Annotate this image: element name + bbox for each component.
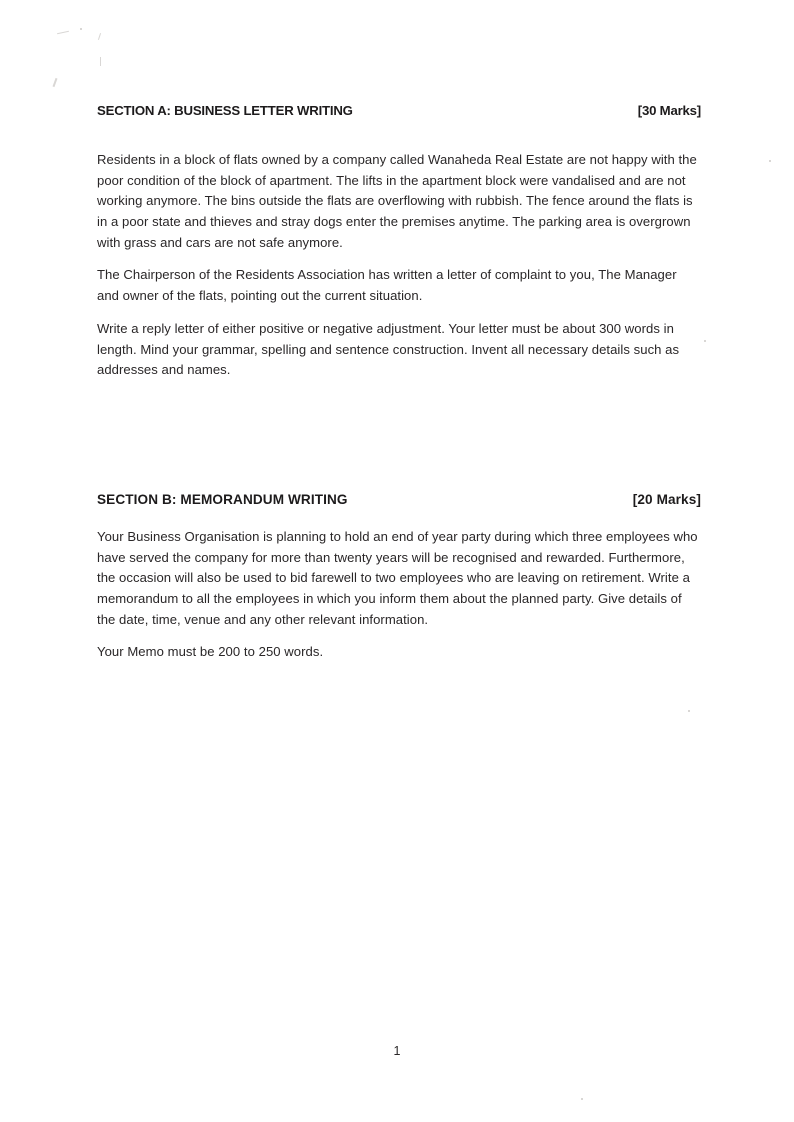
section-b-paragraph-1: Your Business Organisation is planning to hold an end of year party during which three employees who have served the company for more than twenty years will be recognised and rewarded. Furthermore, the occasion will also be used to bid farewell to two employees who are leaving on retirement. Write a memorandum to all the employees in which you inform them about the planned party. Give details of the date, time, venue and any other relevant information. bbox=[97, 529, 698, 627]
scan-artifact bbox=[581, 1098, 583, 1100]
section-b-header bbox=[97, 492, 701, 507]
section-a-marks: [30 Marks] bbox=[637, 103, 701, 118]
section-b-marks: [20 Marks] bbox=[632, 492, 701, 507]
section-a-paragraph-2: The Chairperson of the Residents Association has written a letter of complaint to you, The Manager and owner of the flats, pointing out the current situation. bbox=[97, 267, 677, 304]
scan-artifact bbox=[57, 31, 69, 34]
section-b-body bbox=[97, 527, 701, 663]
section-memorandum-writing bbox=[97, 492, 701, 663]
section-a-paragraph-1: Residents in a block of flats owned by a company called Wanaheda Real Estate are not happy with the poor condition of the block of apartment. The lifts in the apartment block were vandalised and are not working anymore. The bins outside the flats are overflowing with rubbish. The fence around the flats is in a poor state and thieves and stray dogs enter the premises anytime. The parking area is overgrown with grass and cars are not safe anymore. bbox=[97, 152, 697, 250]
section-a-header bbox=[97, 103, 701, 118]
scan-artifact bbox=[100, 57, 101, 66]
section-business-letter-writing bbox=[97, 103, 701, 381]
section-b-paragraph-2: Your Memo must be 200 to 250 words. bbox=[97, 644, 324, 660]
scan-artifact bbox=[98, 33, 101, 40]
page-number: 1 bbox=[393, 1044, 401, 1058]
scan-artifact bbox=[704, 340, 706, 342]
section-a-paragraph-3: Write a reply letter of either positive or negative adjustment. Your letter must be about 300 words in length. Mind your grammar, spelling and sentence construction. Invent all necessary details such as addresses and names. bbox=[97, 320, 680, 378]
scan-artifact bbox=[80, 28, 82, 30]
scan-artifact bbox=[769, 160, 771, 162]
section-a-body bbox=[97, 150, 701, 381]
section-a-title: SECTION A: BUSINESS LETTER WRITING bbox=[97, 103, 353, 118]
scan-artifact bbox=[688, 710, 690, 712]
section-b-title: SECTION B: MEMORANDUM WRITING bbox=[97, 492, 348, 507]
scan-artifact bbox=[53, 78, 58, 87]
